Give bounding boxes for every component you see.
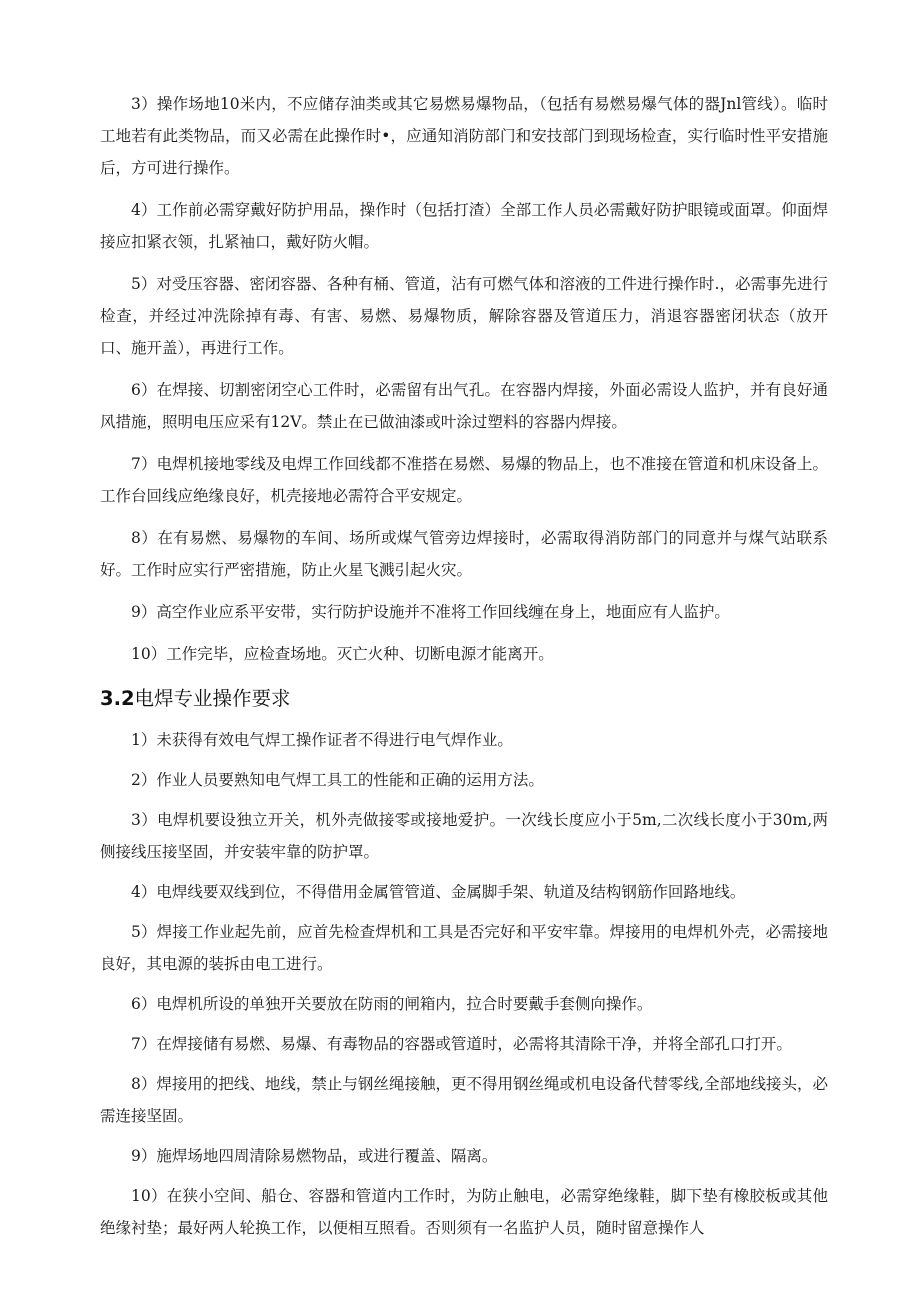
requirement-item-5: 5）焊接工作业起先前，应首先检查焊机和工具是否完好和平安牢靠。焊接用的电焊机外壳，必需接地良好，其电源的装拆由电工进行。 [100, 923, 828, 973]
requirement-item-9: 9）施焊场地四周清除易燃物品，或进行覆盖、隔离。 [131, 1147, 498, 1165]
requirement-item-4: 4）电焊线要双线到位，不得借用金属管管道、金属脚手架、轨道及结构钢筋作回路地线。 [131, 883, 746, 901]
paragraph-item-5: 5）对受压容器、密闭容器、各种有桶、管道，沾有可燃气体和溶液的工件进行操作时.，必需事先进行检查，并经过冲洗除掉有毒、有害、易燃、易爆物质，解除容器及管道压力，消退容器密闭状态（放开口、施开盖），再进行工作。 [100, 275, 828, 357]
requirement-item-3: 3）电焊机要设独立开关，机外壳做接零或接地爱护。一次线长度应小于5m,二次线长度小于30m,两侧接线压接坚固，并安装牢靠的防护罩。 [100, 811, 828, 861]
requirement-item-1: 1）未获得有效电气焊工操作证者不得进行电气焊作业。 [131, 731, 513, 749]
paragraph-item-3: 3）操作场地10米内，不应储存油类或其它易燃易爆物品，（包括有易燃易爆气体的器Jnl管线）。临时工地若有此类物品，而又必需在此操作时•，应通知消防部门和安技部门到现场检查，实行临时性平安措施后，方可进行操作。 [100, 95, 828, 177]
document-page [100, 88, 828, 1252]
section-heading [100, 684, 828, 714]
section-heading-text: 电焊专业操作要求 [134, 687, 291, 710]
paragraph-item-9: 9）高空作业应系平安带，实行防护设施并不准将工作回线缠在身上，地面应有人监护。 [131, 603, 730, 621]
requirement-item-2: 2）作业人员要熟知电气焊工具工的性能和正确的运用方法。 [131, 771, 544, 789]
paragraph-item-4: 4）工作前必需穿戴好防护用品，操作时（包括打渣）全部工作人员必需戴好防护眼镜或面罩。仰面焊接应扣紧衣领，扎紧袖口，戴好防火帽。 [100, 201, 828, 251]
requirement-item-10: 10）在狭小空间、船仓、容器和管道内工作时，为防止触电，必需穿绝缘鞋，脚下垫有橡胶板或其他绝缘衬垫；最好两人轮换工作，以便相互照看。否则须有一名监护人员，随时留意操作人 [100, 1187, 828, 1237]
requirement-item-8: 8）焊接用的把线、地线，禁止与钢丝绳接触，更不得用钢丝绳或机电设备代替零线,全部地线接头，必需连接坚固。 [100, 1075, 828, 1125]
requirement-item-7: 7）在焊接储有易燃、易爆、有毒物品的容器或管道时，必需将其清除干净，并将全部孔口打开。 [131, 1035, 792, 1053]
paragraph-item-6: 6）在焊接、切割密闭空心工件时，必需留有出气孔。在容器内焊接，外面必需设人监护，并有良好通风措施，照明电压应采有12V。禁止在已做油漆或叶涂过塑料的容器内焊接。 [100, 381, 828, 431]
paragraph-item-10: 10）工作完毕，应检查场地。灭亡火种、切断电源才能离开。 [131, 645, 554, 663]
requirement-item-6: 6）电焊机所设的单独开关要放在防雨的闸箱内，拉合时要戴手套侧向操作。 [131, 995, 653, 1013]
section-heading-number: 3.2 [100, 687, 135, 710]
paragraph-item-7: 7）电焊机接地零线及电焊工作回线都不准搭在易燃、易爆的物品上，也不准接在管道和机床设备上。工作台回线应绝缘良好，机壳接地必需符合平安规定。 [100, 455, 828, 505]
paragraph-item-8: 8）在有易燃、易爆物的车间、场所或煤气管旁边焊接时，必需取得消防部门的同意并与煤气站联系好。工作时应实行严密措施，防止火星飞溅引起火灾。 [100, 529, 828, 579]
